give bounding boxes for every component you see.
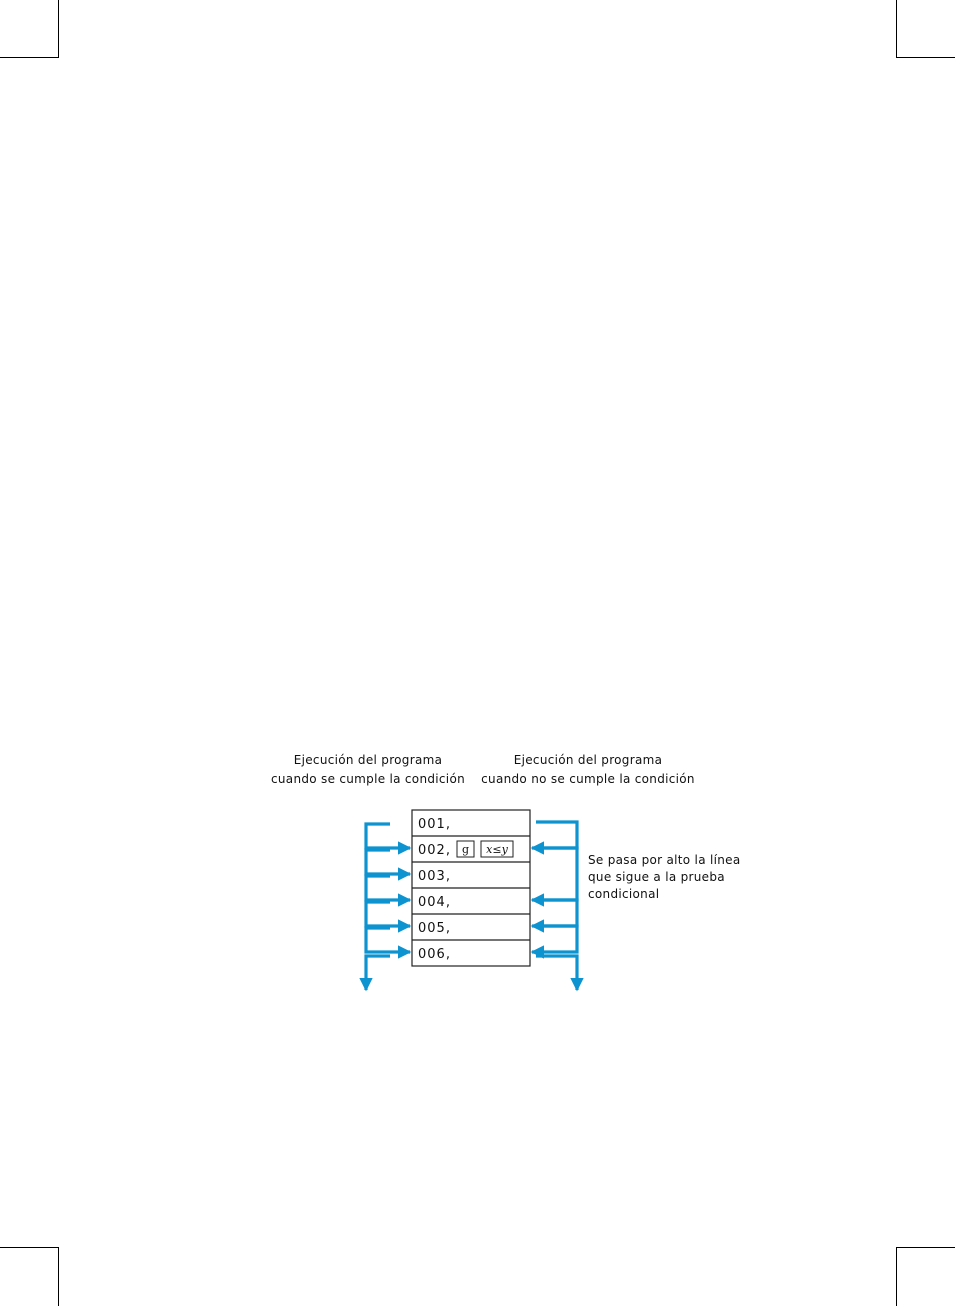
caption-condition-true-line-1: Ejecución del programa: [293, 753, 443, 767]
skip-note-line-1: Se pasa por alto la línea: [588, 853, 741, 867]
program-line-6: 006,: [418, 947, 451, 962]
g-key-label: g: [461, 843, 470, 856]
flow-condition-false: [532, 822, 577, 990]
flow-false-arrow-5-to-6: [532, 926, 577, 952]
flow-true-arrow-3-to-4: [366, 876, 410, 900]
flow-true-arrow-5-to-6: [366, 928, 410, 952]
test-key-label: x≤y: [486, 843, 508, 856]
flow-true-exit-arrow: [366, 956, 390, 990]
caption-condition-true-line-2: cuando se cumple la condición: [270, 772, 465, 786]
flow-true-arrow-4-to-5: [366, 902, 410, 926]
flow-false-arrow-4-to-5: [532, 900, 577, 926]
flow-true-arrow-1-to-2: [366, 824, 410, 848]
program-line-5: 005,: [418, 921, 451, 936]
flow-false-arrow-1-to-2: [532, 822, 577, 848]
caption-condition-false-line-2: cuando no se cumple la condición: [481, 772, 695, 786]
program-line-1: 001,: [418, 817, 451, 832]
program-line-4: 004,: [418, 895, 451, 910]
flow-false-exit-arrow: [536, 956, 577, 990]
flow-false-arrow-2-to-4: [532, 848, 577, 900]
flow-condition-true: [366, 824, 410, 990]
flow-true-arrow-2-to-3: [366, 850, 410, 874]
program-line-3: 003,: [418, 869, 451, 884]
caption-condition-false-line-1: Ejecución del programa: [513, 753, 663, 767]
program-memory-box: [412, 810, 530, 966]
skip-note-line-3: condicional: [588, 887, 660, 901]
skip-note-line-2: que sigue a la prueba: [588, 870, 725, 884]
program-line-2: 002,: [418, 843, 451, 858]
